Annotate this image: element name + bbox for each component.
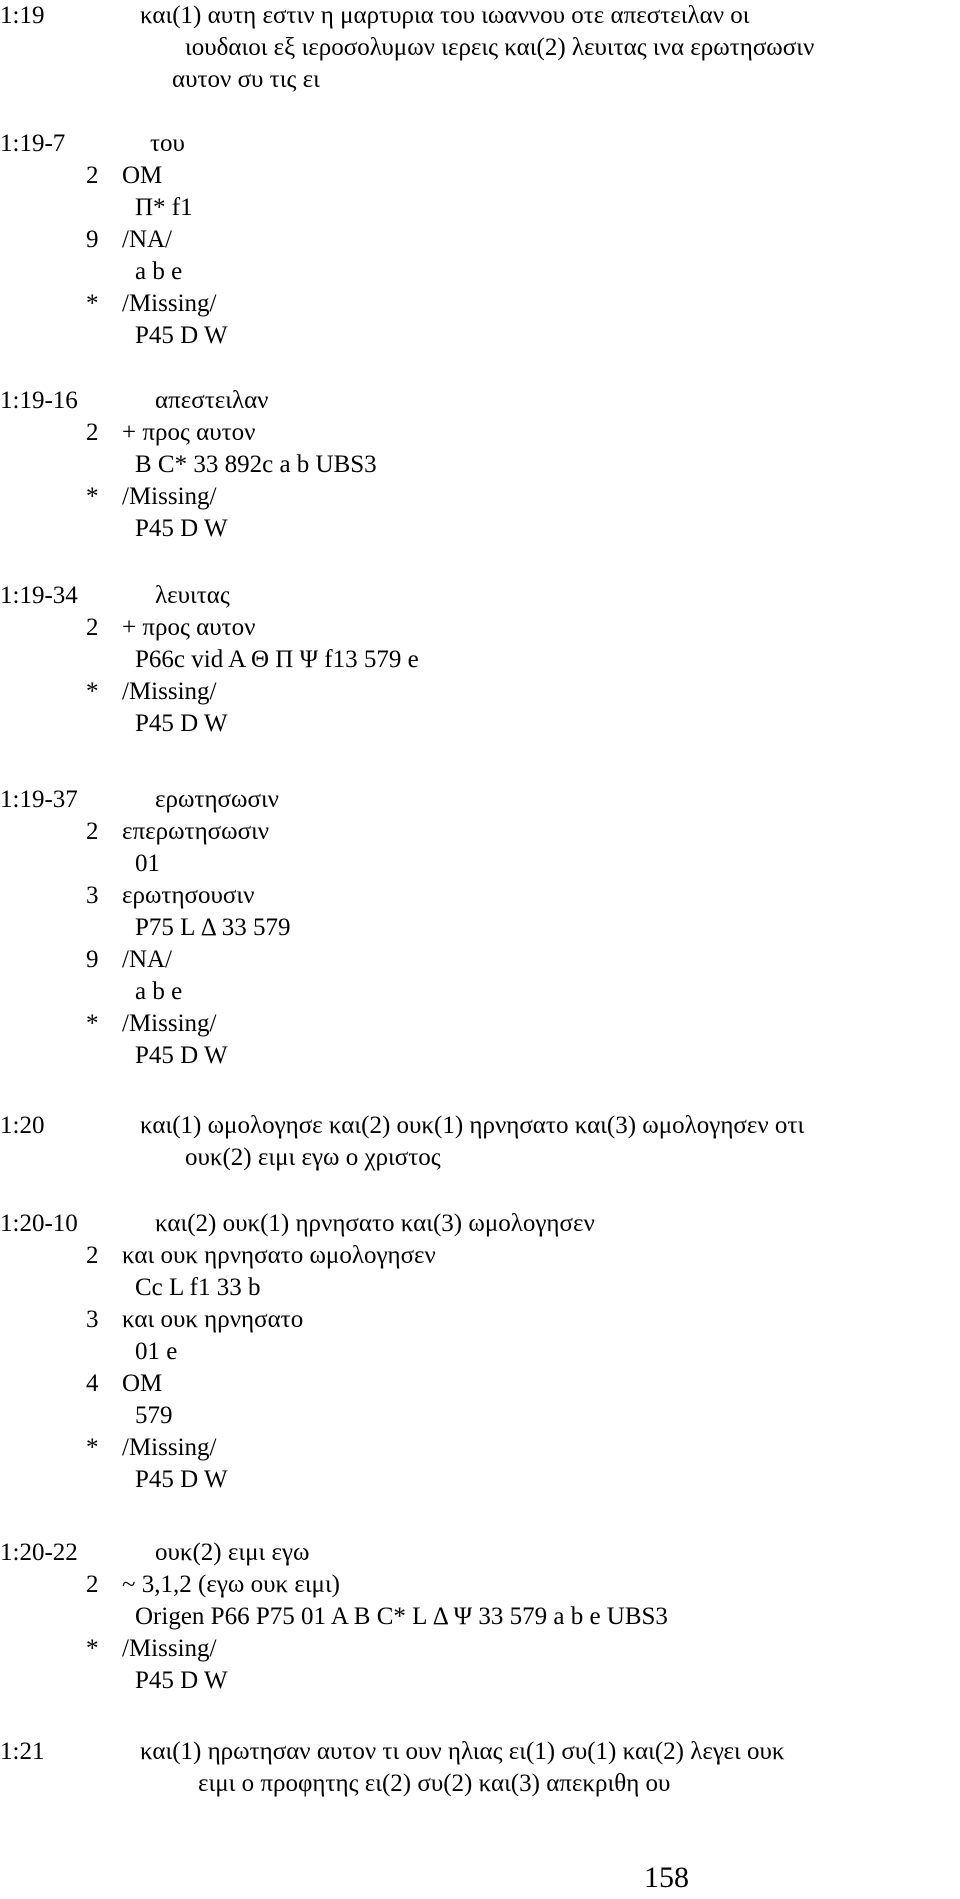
witnesses: Cc L f1 33 b <box>135 1274 261 1301</box>
witness-list <box>0 1601 960 1633</box>
page-number: 158 <box>644 1861 689 1894</box>
reading-text: ερωτησουσιν <box>122 882 255 909</box>
reading-text: και ουκ ηρνησατο ωμολογησεν <box>122 1242 436 1269</box>
verse-ref: 1:20 <box>0 1112 45 1139</box>
variant-reading <box>0 612 960 644</box>
verse-line <box>0 1736 960 1768</box>
verse-continuation <box>0 1142 960 1174</box>
reading-text: /Missing/ <box>122 1635 217 1662</box>
witness-list <box>0 976 960 1008</box>
verse-continuation <box>0 1768 960 1800</box>
variant-reading <box>0 816 960 848</box>
witnesses: Π* f1 <box>135 194 193 221</box>
witnesses: P75 L Δ 33 579 <box>135 914 291 941</box>
lemma: του <box>150 130 185 157</box>
reading-text: + προς αυτον <box>122 614 256 641</box>
variant-ref: 1:19-16 <box>0 387 78 414</box>
variant-reading <box>0 1304 960 1336</box>
reading-number: * <box>86 678 99 705</box>
reading-number: 2 <box>86 419 99 446</box>
verse-text: και(1) ωμολογησε και(2) ουκ(1) ηρνησατο και(3) ωμολογησεν οτι <box>140 1112 805 1139</box>
witnesses: 01 e <box>135 1338 178 1365</box>
reading-number: 3 <box>86 1306 99 1333</box>
variant-ref: 1:19-7 <box>0 130 66 157</box>
witnesses: P45 D W <box>135 1466 228 1493</box>
reading-text: /Missing/ <box>122 483 217 510</box>
variant-ref: 1:19-37 <box>0 786 78 813</box>
lemma: ουκ(2) ειμι εγω <box>155 1539 310 1566</box>
reading-text: /Missing/ <box>122 1434 217 1461</box>
witness-list <box>0 1665 960 1697</box>
variant-reading <box>0 1569 960 1601</box>
reading-text: /NA/ <box>122 226 172 253</box>
reading-number: 2 <box>86 1571 99 1598</box>
witnesses: P45 D W <box>135 1042 228 1069</box>
lemma: ερωτησωσιν <box>155 786 279 813</box>
reading-number: 4 <box>86 1370 99 1397</box>
variant-reading <box>0 481 960 513</box>
witnesses: 579 <box>135 1402 173 1429</box>
lemma: και(2) ουκ(1) ηρνησατο και(3) ωμολογησεν <box>155 1210 595 1237</box>
reading-number: * <box>86 1010 99 1037</box>
variant-ref: 1:19-34 <box>0 582 78 609</box>
variant-reading <box>0 224 960 256</box>
witness-list <box>0 644 960 676</box>
reading-number: 2 <box>86 818 99 845</box>
witnesses: P45 D W <box>135 515 228 542</box>
variant-reading <box>0 944 960 976</box>
reading-number: * <box>86 1635 99 1662</box>
witness-list <box>0 1336 960 1368</box>
reading-text: και ουκ ηρνησατο <box>122 1306 304 1333</box>
reading-text: OM <box>122 162 163 189</box>
reading-number: 2 <box>86 614 99 641</box>
verse-ref: 1:21 <box>0 1738 45 1765</box>
variant-ref: 1:20-22 <box>0 1539 78 1566</box>
variant-reading <box>0 288 960 320</box>
variant-unit <box>0 1208 960 1240</box>
reading-text: ~ 3,1,2 (εγω ουκ ειμι) <box>122 1571 341 1598</box>
witness-list <box>0 513 960 545</box>
reading-text: /Missing/ <box>122 1010 217 1037</box>
witness-list <box>0 1464 960 1496</box>
verse-continuation <box>0 32 960 64</box>
verse-text: ειμι ο προφητης ει(2) συ(2) και(3) απεκριθη ου <box>198 1770 671 1797</box>
variant-reading <box>0 880 960 912</box>
verse-text: αυτον συ τις ει <box>172 66 320 93</box>
witnesses: a b e <box>135 258 183 285</box>
reading-number: * <box>86 290 99 317</box>
lemma: απεστειλαν <box>155 387 269 414</box>
witnesses: P45 D W <box>135 1667 228 1694</box>
witness-list <box>0 708 960 740</box>
variant-reading <box>0 1240 960 1272</box>
reading-number: 2 <box>86 1242 99 1269</box>
reading-text: + προς αυτον <box>122 419 256 446</box>
verse-text: ιουδαιοι εξ ιεροσολυμων ιερεις και(2) λευιτας ινα ερωτησωσιν <box>185 34 815 61</box>
witnesses: P45 D W <box>135 322 228 349</box>
verse-text: και(1) αυτη εστιν η μαρτυρια του ιωαννου οτε απεστειλαν οι <box>140 2 750 29</box>
reading-text: /Missing/ <box>122 290 217 317</box>
reading-number: * <box>86 483 99 510</box>
reading-text: /Missing/ <box>122 678 217 705</box>
reading-number: * <box>86 1434 99 1461</box>
witness-list <box>0 848 960 880</box>
reading-number: 2 <box>86 162 99 189</box>
reading-number: 9 <box>86 226 99 253</box>
reading-text: OM <box>122 1370 163 1397</box>
variant-unit <box>0 385 960 417</box>
verse-ref: 1:19 <box>0 2 45 29</box>
witness-list <box>0 320 960 352</box>
witness-list <box>0 912 960 944</box>
witness-list <box>0 1272 960 1304</box>
variant-reading <box>0 1432 960 1464</box>
variant-unit <box>0 784 960 816</box>
variant-reading <box>0 1633 960 1665</box>
witnesses: B C* 33 892c a b UBS3 <box>135 451 377 478</box>
witness-list <box>0 1400 960 1432</box>
variant-reading <box>0 676 960 708</box>
reading-number: 3 <box>86 882 99 909</box>
witnesses: Origen P66 P75 01 A B C* L Δ Ψ 33 579 a b e UBS3 <box>135 1603 668 1630</box>
verse-text: ουκ(2) ειμι εγω ο χριστος <box>185 1144 441 1171</box>
witness-list <box>0 1040 960 1072</box>
witnesses: a b e <box>135 978 183 1005</box>
variant-unit <box>0 1537 960 1569</box>
witnesses: 01 <box>135 850 160 877</box>
reading-number: 9 <box>86 946 99 973</box>
variant-ref: 1:20-10 <box>0 1210 78 1237</box>
witnesses: P45 D W <box>135 710 228 737</box>
witnesses: P66c vid A Θ Π Ψ f13 579 e <box>135 646 419 673</box>
variant-reading <box>0 160 960 192</box>
verse-line <box>0 1110 960 1142</box>
reading-text: /NA/ <box>122 946 172 973</box>
variant-reading <box>0 1368 960 1400</box>
reading-text: επερωτησωσιν <box>122 818 270 845</box>
variant-reading <box>0 417 960 449</box>
verse-continuation <box>0 64 960 96</box>
witness-list <box>0 192 960 224</box>
verse-line <box>0 0 960 32</box>
lemma: λευιτας <box>155 582 230 609</box>
variant-unit <box>0 580 960 612</box>
variant-reading <box>0 1008 960 1040</box>
witness-list <box>0 256 960 288</box>
witness-list <box>0 449 960 481</box>
verse-text: και(1) ηρωτησαν αυτον τι ουν ηλιας ει(1) συ(1) και(2) λεγει ουκ <box>140 1738 785 1765</box>
variant-unit <box>0 128 960 160</box>
